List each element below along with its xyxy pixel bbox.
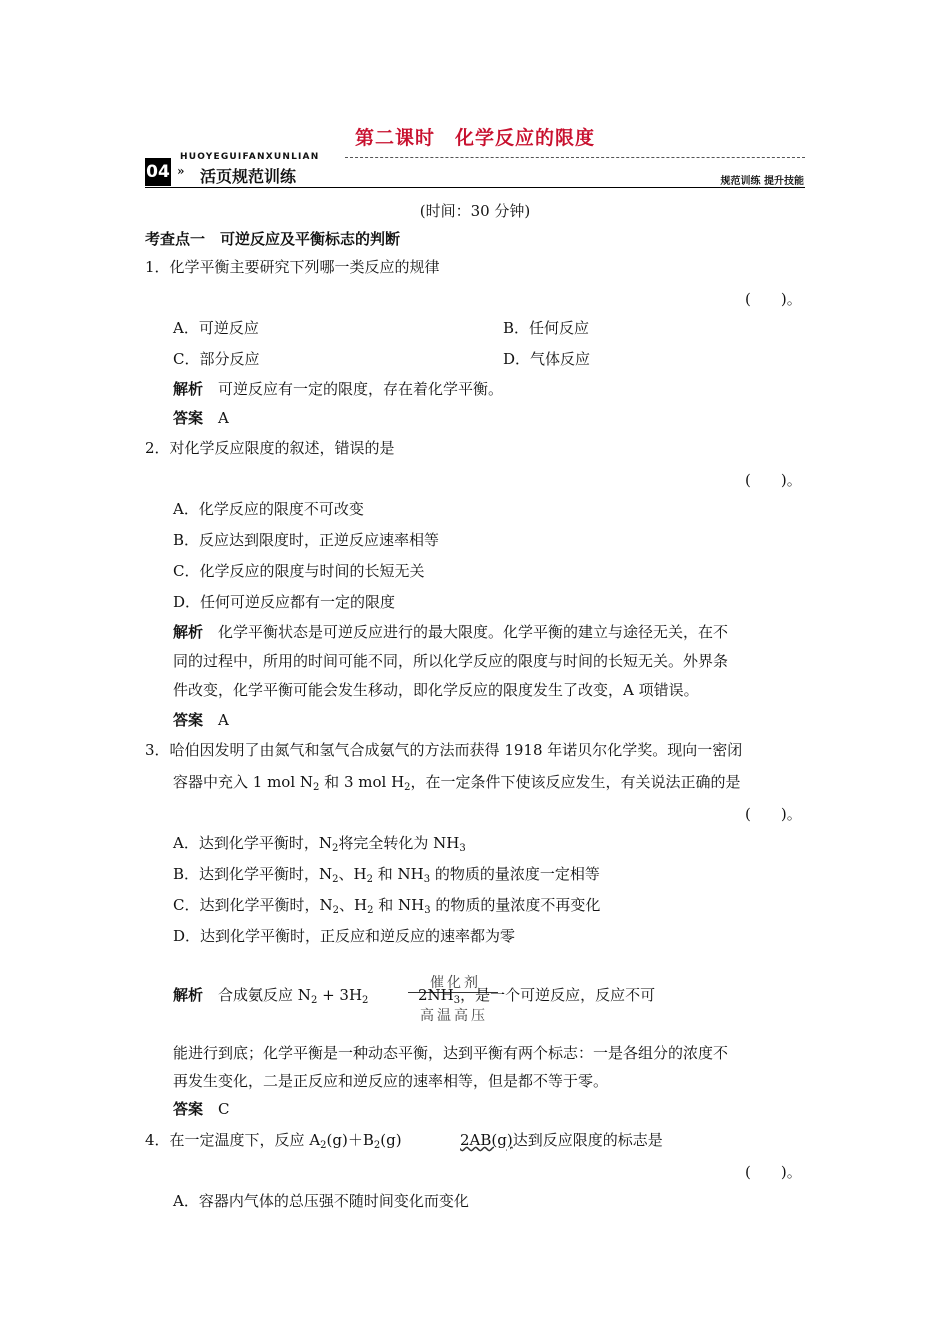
text-part: C．达到化学平衡时，N [173, 896, 333, 914]
reaction-catalyst-label: 催化剂 [430, 975, 481, 991]
q3-stem-part: 和 3 mol H [319, 773, 405, 791]
q1-jiexi [173, 378, 503, 399]
subscript: 3 [453, 995, 461, 1006]
text-part: B．达到化学平衡时，N [173, 865, 333, 883]
text-part: (g) [380, 1131, 402, 1149]
subscript: 2 [310, 995, 318, 1006]
subscript: 2 [362, 995, 369, 1006]
q3-answer-value: C [218, 1100, 230, 1118]
subscript: 2 [367, 905, 374, 916]
q1-option-d: D．气体反应 [503, 350, 591, 368]
q4-option-a: A．容器内气体的总压强不随时间变化而变化 [173, 1192, 469, 1210]
text-part: 将完全转化为 NH [338, 834, 460, 852]
q4-paren: ( )。 [745, 1163, 802, 1181]
text-part: 的物质的量浓度一定相等 [430, 865, 600, 883]
q2-stem: 2．对化学反应限度的叙述，错误的是 [145, 439, 395, 457]
q2-option-a: A．化学反应的限度不可改变 [173, 500, 364, 518]
q3-jiexi-line2: 能进行到底；化学平衡是一种动态平衡，达到平衡有两个标志：一是各组分的浓度不 [173, 1044, 729, 1062]
q1-answer [173, 407, 229, 428]
topic-heading: 考查点一 可逆反应及平衡标志的判断 [145, 230, 401, 248]
q3-jiexi-product [418, 984, 655, 1005]
subscript: 2 [332, 905, 339, 916]
q2-option-d: D．任何可逆反应都有一定的限度 [173, 593, 396, 611]
q2-jiexi-line3: 件改变，化学平衡可能会发生移动，即化学反应的限度发生了改变，A 项错误。 [173, 681, 699, 699]
header-right-label: 规范训练 提升技能 [720, 176, 804, 187]
time-note: (时间：30 分钟) [419, 202, 531, 220]
q3-option-a [173, 832, 466, 853]
q2-jiexi-text1: 化学平衡状态是可逆反应进行的最大限度。化学平衡的建立与途径无关，在不 [218, 623, 729, 641]
text-part: A．达到化学平衡时，N [173, 834, 332, 852]
q3-option-d: D．达到化学平衡时，正反应和逆反应的速率都为零 [173, 927, 516, 945]
chevron-icon: » [177, 164, 185, 178]
text-part: + 3H [317, 986, 363, 1004]
q1-paren: ( )。 [745, 290, 802, 308]
answer-label: 答案 [173, 1100, 204, 1118]
subscript: 2 [320, 1140, 327, 1151]
text-part: 达到反应限度的标志是 [512, 1131, 663, 1149]
section-label: 活页规范训练 [200, 167, 297, 186]
text-part: 、H [338, 896, 368, 914]
text-part: (g)＋B [326, 1131, 374, 1149]
subscript: 2 [373, 1140, 381, 1151]
section-number-badge: 04 [145, 158, 171, 186]
q2-paren: ( )。 [745, 471, 802, 489]
subscript: 3 [423, 874, 431, 885]
subscript: 3 [424, 905, 431, 916]
subscript: 2 [366, 874, 373, 885]
subscript: 2 [332, 874, 339, 885]
q3-paren: ( )。 [745, 805, 802, 823]
q2-option-c: C．化学反应的限度与时间的长短无关 [173, 562, 425, 580]
header-rule [145, 187, 805, 188]
page-title: 第二课时 化学反应的限度 [354, 127, 595, 149]
q3-answer [173, 1098, 230, 1119]
subscript: 2 [404, 782, 411, 793]
header-pinyin: HUOYEGUIFANXUNLIAN [180, 152, 320, 162]
q4-stem [145, 1129, 402, 1150]
reaction-condition-label: 高温高压 [420, 1008, 488, 1024]
jiexi-label: 解析 [173, 380, 204, 398]
subscript: 3 [459, 843, 466, 854]
q3-stem-part: ，在一定条件下使该反应发生，有关说法正确的是 [410, 773, 741, 791]
header-dashed-line [345, 157, 805, 158]
subscript: 2 [331, 843, 339, 854]
q2-option-b: B．反应达到限度时，正逆反应速率相等 [173, 531, 440, 549]
text-part: 4．在一定温度下，反应 A [145, 1131, 321, 1149]
q1-option-b: B．任何反应 [503, 319, 590, 337]
q1-answer-value: A [218, 409, 229, 427]
q3-option-c [173, 894, 600, 915]
text-part: 2AB(g) [460, 1131, 513, 1149]
q3-jiexi-line3: 再发生变化，二是正反应和逆反应的速率相等，但是都不等于零。 [173, 1072, 609, 1090]
text-part: 、H [338, 865, 367, 883]
q2-jiexi-line2: 同的过程中，所用的时间可能不同，所以化学反应的限度与时间的长短无关。外界条 [173, 652, 729, 670]
jiexi-label: 解析 [173, 623, 204, 641]
q1-stem: 1．化学平衡主要研究下列哪一类反应的规律 [145, 258, 440, 276]
text-part: 2NH [418, 986, 454, 1004]
text-part: ，是一个可逆反应，反应不可 [460, 986, 656, 1004]
subscript: 2 [313, 782, 320, 793]
q2-answer [173, 709, 229, 730]
q4-stem-right [460, 1129, 663, 1150]
q3-option-b [173, 863, 600, 884]
q1-option-c: C．部分反应 [173, 350, 260, 368]
q3-stem-line1: 3．哈伯因发明了由氮气和氢气合成氨气的方法而获得 1918 年诺贝尔化学奖。现向一密闭 [145, 741, 743, 759]
q3-jiexi-line1 [173, 984, 368, 1005]
text-part: 和 NH [373, 896, 425, 914]
q2-jiexi-line1 [173, 621, 728, 642]
q1-option-a: A．可逆反应 [173, 319, 259, 337]
text-part: 合成氨反应 N [218, 986, 311, 1004]
q2-answer-value: A [218, 711, 229, 729]
text-part: 和 NH [373, 865, 424, 883]
text-part: 的物质的量浓度不再变化 [430, 896, 601, 914]
jiexi-label: 解析 [173, 986, 204, 1004]
answer-label: 答案 [173, 711, 204, 729]
q3-stem-part: 容器中充入 1 mol N [173, 773, 314, 791]
q3-stem-line2 [173, 771, 741, 792]
q1-jiexi-text: 可逆反应有一定的限度，存在着化学平衡。 [218, 380, 504, 398]
answer-label: 答案 [173, 409, 204, 427]
